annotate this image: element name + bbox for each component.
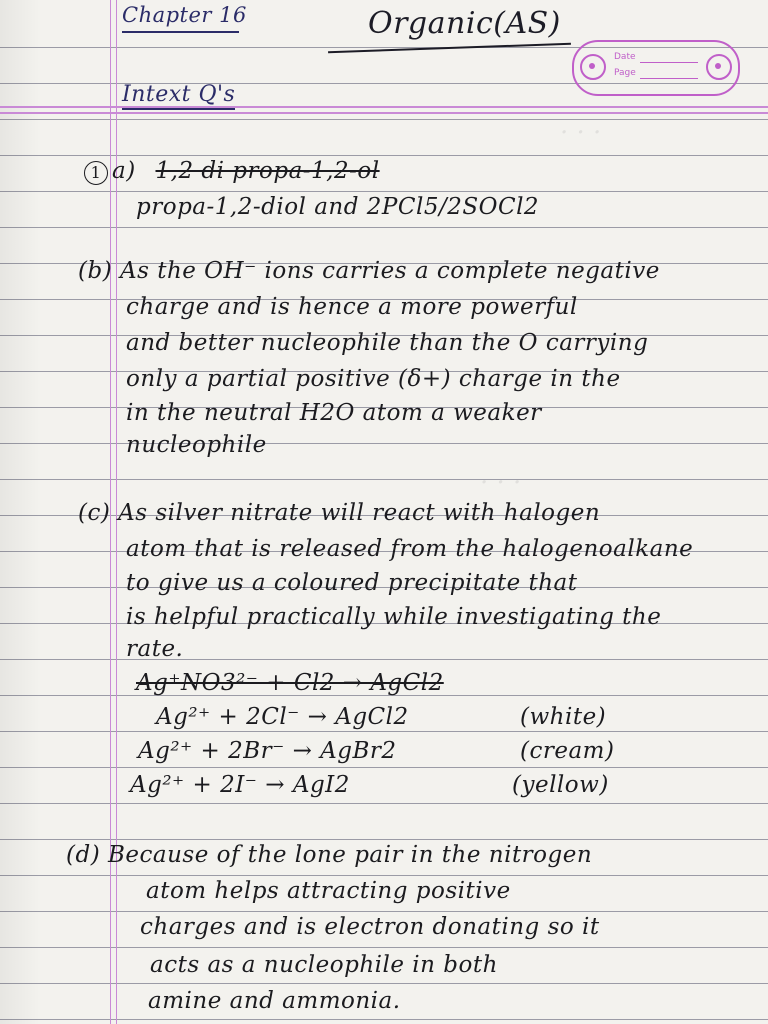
underline: [122, 31, 239, 33]
section-heading: [122, 82, 235, 107]
answer-d-line: charges and is electron donating so it: [140, 914, 600, 940]
answer-d-line: amine and ammonia.: [148, 988, 401, 1014]
date-page-stamp: [572, 40, 740, 96]
answer-c-line: (c) As silver nitrate will react with halogen: [78, 500, 601, 526]
equation-bromide: Ag²⁺ + 2Br⁻ → AgBr2: [138, 738, 397, 764]
header-rule: [0, 106, 768, 108]
answer-d-line: atom helps attracting positive: [146, 878, 511, 904]
answer-b-line: and better nucleophile than the O carrying: [126, 330, 649, 356]
part-label: a): [112, 158, 136, 184]
subject-title: [368, 6, 561, 41]
answer-b-line: (b) As the OH⁻ ions carries a complete negative: [78, 258, 660, 284]
subject-title-text: Organic(AS): [368, 6, 561, 41]
answer-b-line: nucleophile: [126, 432, 267, 458]
equation-chloride: Ag²⁺ + 2Cl⁻ → AgCl2: [156, 704, 409, 730]
date-line: [640, 62, 698, 63]
section-heading-text: Intext Q's: [122, 82, 236, 107]
answer-c-line: rate.: [126, 636, 184, 662]
chapter-title: [122, 3, 247, 27]
precipitate-color: (cream): [520, 738, 615, 764]
precipitate-color: (yellow): [512, 772, 609, 798]
swirl-ornament-icon: [580, 54, 606, 80]
bleed-through: · · ·: [560, 118, 602, 148]
equation-iodide: Ag²⁺ + 2I⁻ → AgI2: [130, 772, 350, 798]
bleed-through: · · ·: [480, 468, 522, 498]
answer-b-line: in the neutral H2O atom a weaker: [126, 400, 542, 426]
answer-d-line: acts as a nucleophile in both: [150, 952, 498, 978]
header-rule: [0, 112, 768, 114]
answer-a-line2: propa-1,2-diol and 2PCl5/2SOCl2: [136, 194, 540, 220]
answer-c-line: atom that is released from the halogenoalkane: [126, 536, 694, 562]
swirl-ornament-icon: [706, 54, 732, 80]
date-label: Date: [614, 52, 636, 62]
answer-c-line: to give us a coloured precipitate that: [126, 570, 578, 596]
answer-b-line: only a partial positive (δ+) charge in the: [126, 366, 621, 392]
answer-d-line: (d) Because of the lone pair in the nitrogen: [66, 842, 593, 868]
page-label: Page: [614, 68, 636, 78]
answer-b-line: charge and is hence a more powerful: [126, 294, 578, 320]
underline: [328, 43, 571, 53]
answer-c-line: is helpful practically while investigating the: [126, 604, 662, 630]
struck-equation: Ag⁺NO3²⁻ + Cl2 → AgCl2: [136, 670, 444, 696]
page-line: [640, 78, 698, 79]
answer-a-line1: [84, 158, 380, 185]
question-number: 1: [84, 161, 108, 185]
underline: [122, 108, 235, 110]
precipitate-color: (white): [520, 704, 607, 730]
chapter-title-text: Chapter 16: [122, 3, 247, 27]
struck-text: 1,2 di propa-1,2-ol: [155, 158, 380, 184]
